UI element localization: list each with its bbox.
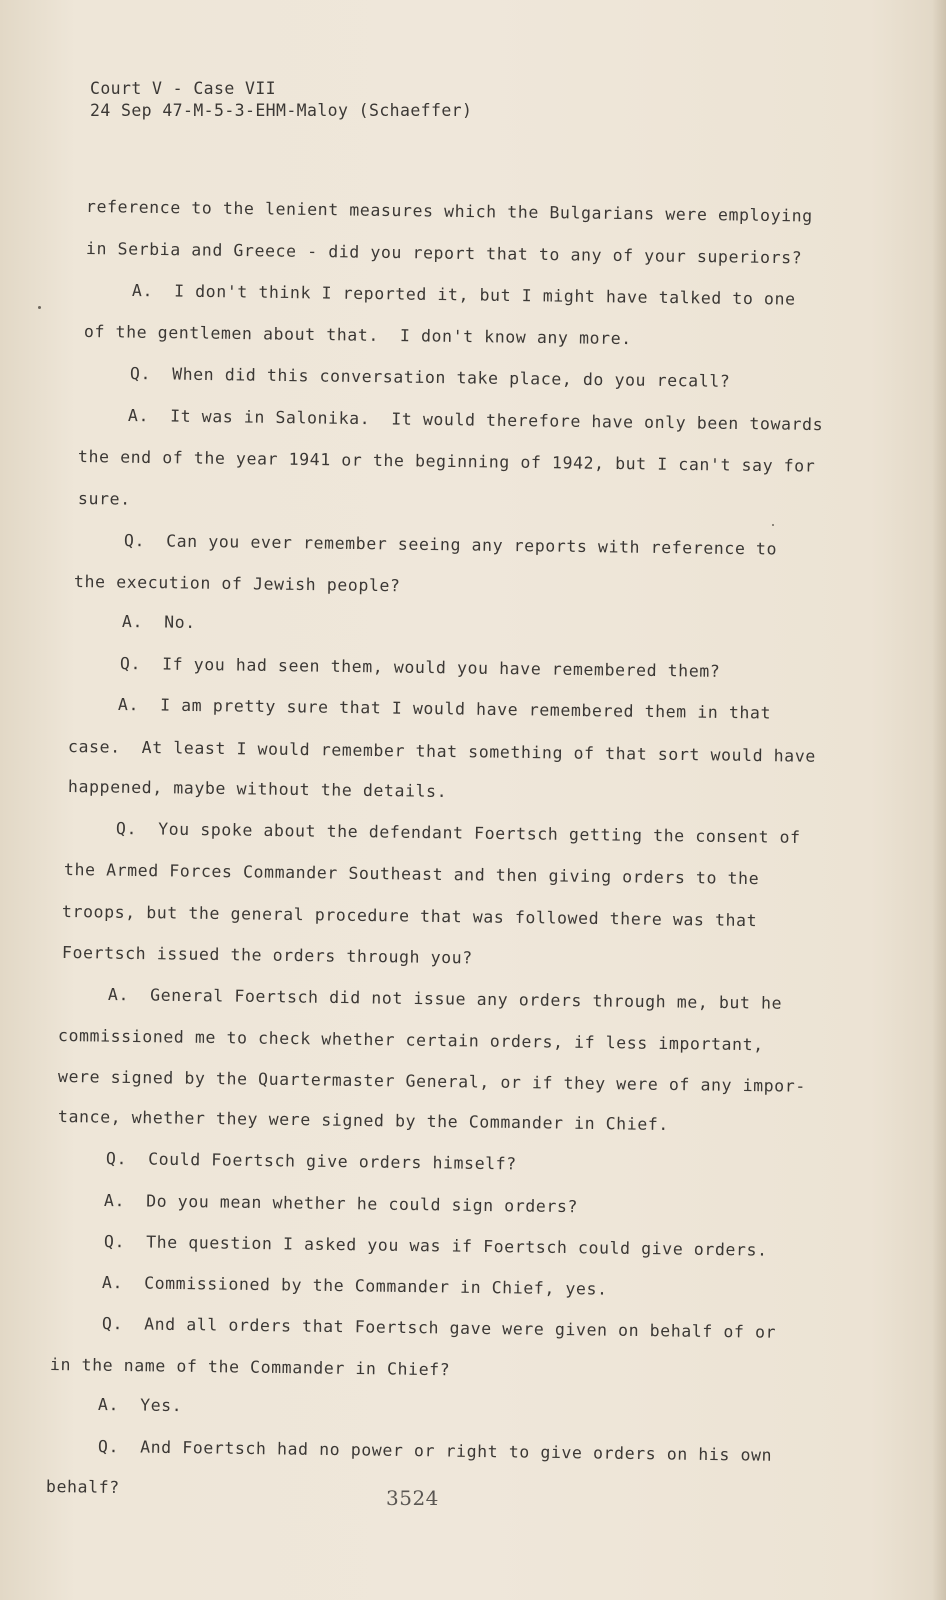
transcript-line: Q. Could Foertsch give orders himself? [105, 1149, 517, 1174]
transcript-line: happened, maybe without the details. [67, 777, 448, 801]
paper-speck [772, 524, 774, 526]
transcript-line: A. Do you mean whether he could sign orders? [103, 1191, 579, 1217]
transcript-line: Q. The question I asked you was if Foertsch could give orders. [103, 1232, 768, 1260]
paper-speck [38, 306, 41, 309]
transcript-line: case. At least I would remember that something of that sort would have [67, 737, 816, 766]
transcript-line: in Serbia and Greece - did you report that to any of your superiors? [85, 239, 803, 268]
transcript-line: sure. [77, 489, 131, 509]
transcript-line: Q. You spoke about the defendant Foertsch getting the consent of [115, 819, 801, 847]
transcript-line: Q. If you had seen them, would you have remembered them? [119, 654, 721, 681]
header-session-info: 24 Sep 47-M-5-3-EHM-Maloy (Schaeffer) [90, 101, 473, 120]
transcript-line: troops, but the general procedure that was followed there was that [61, 902, 758, 931]
page-number: 3524 [386, 1486, 439, 1510]
transcript-line: commissioned me to check whether certain orders, if less important, [57, 1026, 764, 1055]
transcript-line: A. Yes. [97, 1395, 183, 1416]
transcript-line: Q. And all orders that Foertsch gave were given on behalf of or [101, 1314, 777, 1342]
transcript-line: A. It was in Salonika. It would therefore have only been towards [127, 406, 824, 435]
transcript-line: A. Commissioned by the Commander in Chief, yes. [101, 1273, 608, 1299]
transcript-line: reference to the lenient measures which the Bulgarians were employing [85, 197, 813, 226]
transcript-line: Foertsch issued the orders through you? [61, 943, 473, 968]
transcript-line: in the name of the Commander in Chief? [49, 1355, 451, 1380]
transcript-line: the execution of Jewish people? [73, 572, 401, 596]
transcript-line: A. I don't think I reported it, but I might have talked to one [131, 281, 796, 309]
transcript-line: the end of the year 1941 or the beginning of 1942, but I can't say for [77, 447, 816, 476]
transcript-line: behalf? [45, 1477, 120, 1497]
transcript-line: Q. When did this conversation take place, do you recall? [129, 364, 731, 391]
header-court-case: Court V - Case VII [90, 79, 277, 98]
transcript-line: of the gentlemen about that. I don't know any more. [83, 322, 632, 349]
transcript-line: A. No. [121, 612, 196, 632]
transcript-line: Q. And Foertsch had no power or right to give orders on his own [97, 1437, 773, 1465]
transcript-line: Q. Can you ever remember seeing any reports with reference to [123, 531, 778, 559]
transcript-line: A. General Foertsch did not issue any orders through me, but he [107, 985, 783, 1013]
transcript-line: were signed by the Quartermaster General, or if they were of any impor- [57, 1067, 806, 1096]
transcript-line: the Armed Forces Commander Southeast and then giving orders to the [63, 860, 760, 889]
transcript-line: tance, whether they were signed by the Commander in Chief. [57, 1107, 670, 1134]
transcript-line: A. I am pretty sure that I would have remembered them in that [117, 695, 772, 723]
